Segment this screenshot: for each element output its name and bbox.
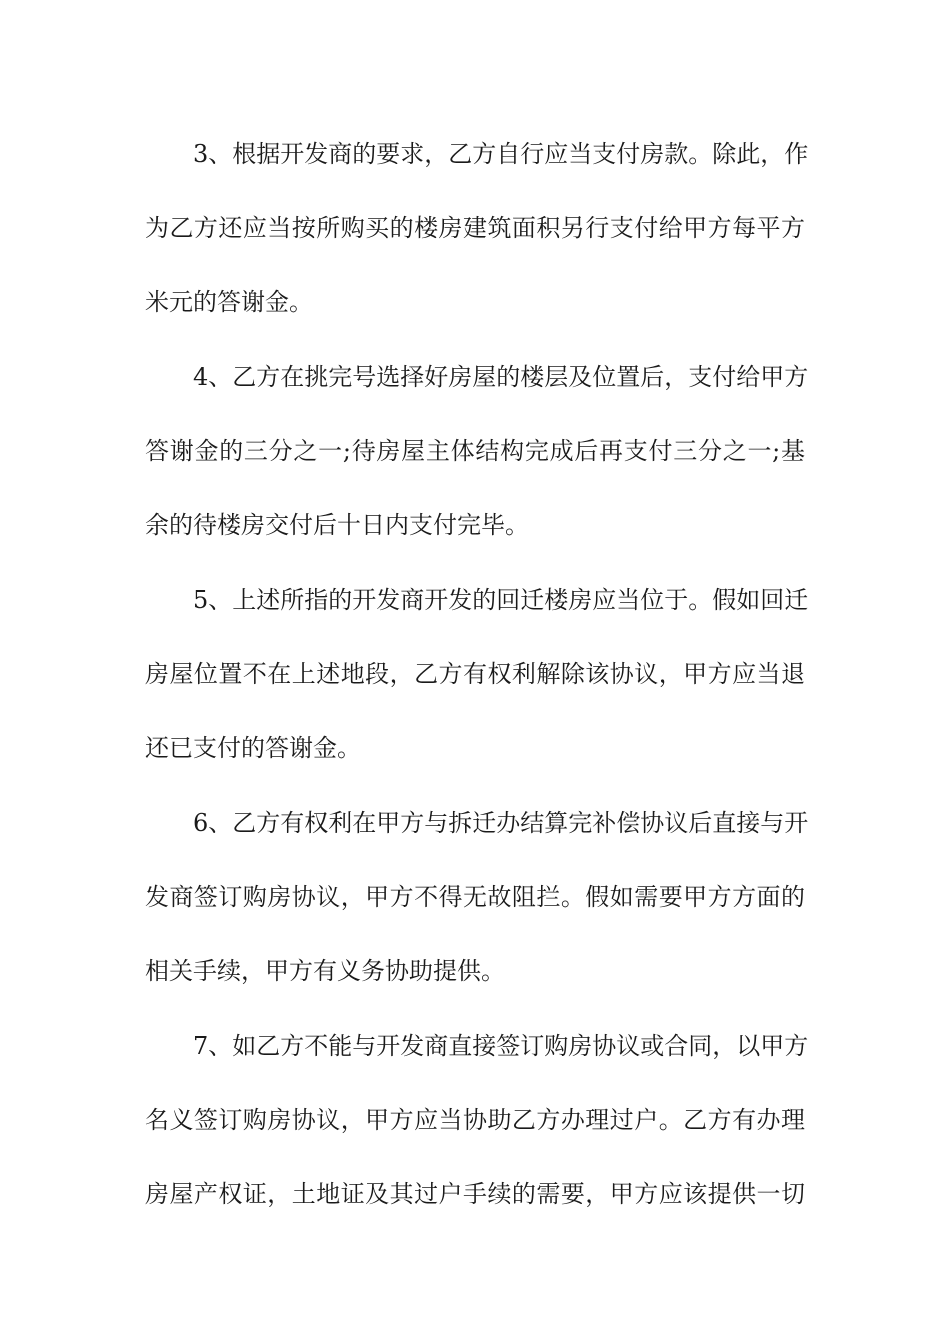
paragraph-5-line-3: 还已支付的答谢金。 — [145, 734, 361, 762]
paragraph-6-line-1: 6、乙方有权利在甲方与拆迁办结算完补偿协议后直接与开 — [193, 809, 809, 837]
paragraph-3-line-1: 3、根据开发商的要求，乙方自行应当支付房款。除此，作 — [193, 140, 809, 168]
paragraph-3-line-3: 米元的答谢金。 — [145, 288, 313, 316]
paragraph-7-line-3: 房屋产权证，土地证及其过户手续的需要，甲方应该提供一切 — [145, 1180, 805, 1208]
paragraph-6-line-3: 相关手续，甲方有义务协助提供。 — [145, 957, 505, 985]
paragraph-7-line-2: 名义签订购房协议，甲方应当协助乙方办理过户。乙方有办理 — [145, 1106, 805, 1134]
paragraph-4-line-1: 4、乙方在挑完号选择好房屋的楼层及位置后，支付给甲方 — [193, 363, 809, 391]
paragraph-4-line-2: 答谢金的三分之一;待房屋主体结构完成后再支付三分之一;基 — [145, 437, 805, 465]
paragraph-3-line-2: 为乙方还应当按所购买的楼房建筑面积另行支付给甲方每平方 — [145, 214, 805, 242]
paragraph-4-line-3: 余的待楼房交付后十日内支付完毕。 — [145, 511, 529, 539]
paragraph-6-line-2: 发商签订购房协议，甲方不得无故阻拦。假如需要甲方方面的 — [145, 883, 805, 911]
paragraph-7-line-1: 7、如乙方不能与开发商直接签订购房协议或合同，以甲方 — [193, 1032, 809, 1060]
paragraph-5-line-1: 5、上述所指的开发商开发的回迁楼房应当位于。假如回迁 — [193, 586, 809, 614]
paragraph-5-line-2: 房屋位置不在上述地段，乙方有权利解除该协议，甲方应当退 — [145, 660, 805, 688]
